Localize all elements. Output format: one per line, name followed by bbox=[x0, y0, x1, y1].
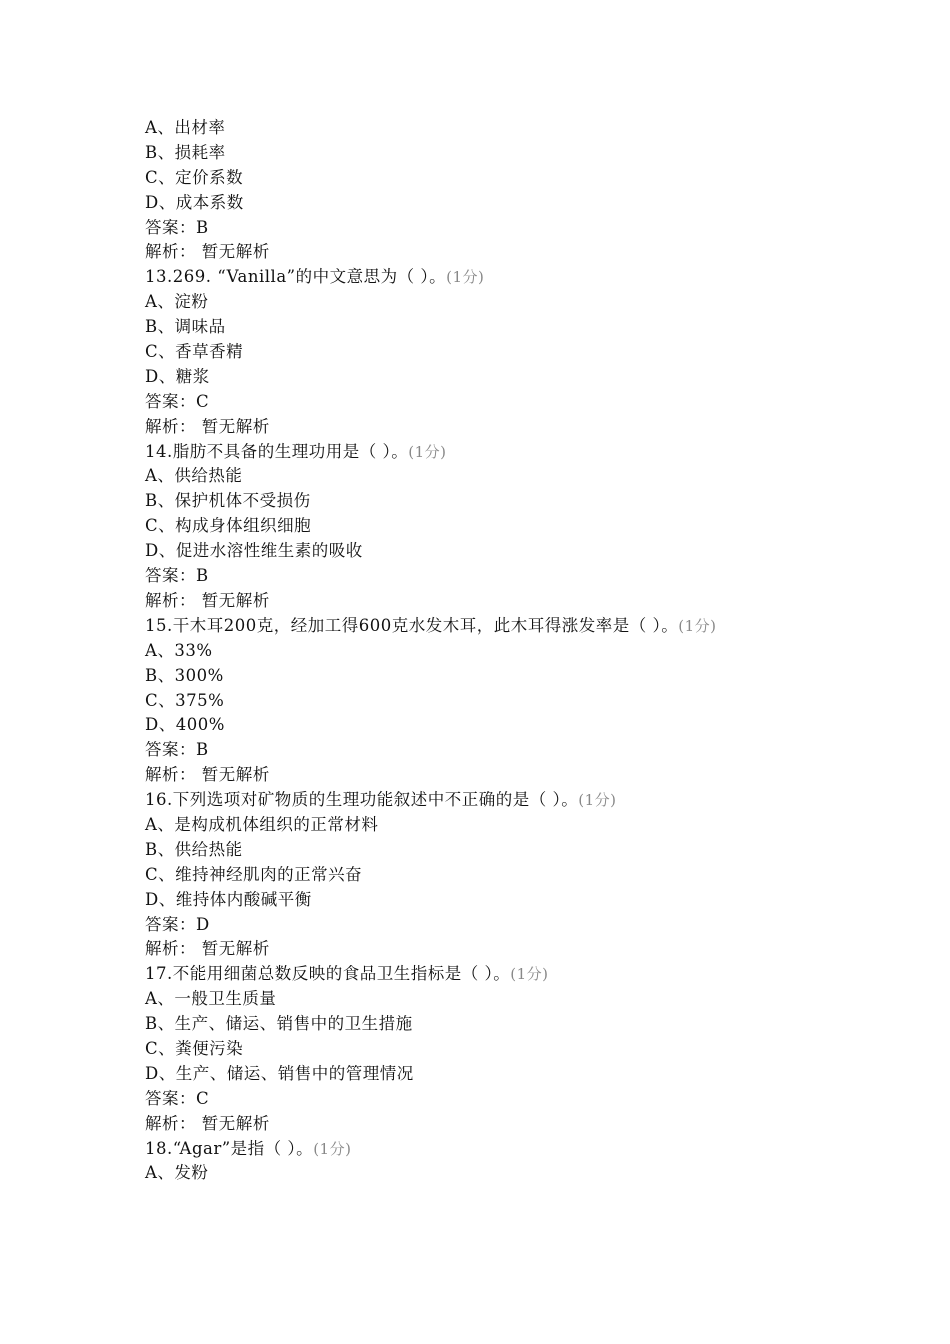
document-page bbox=[145, 116, 805, 1186]
question-text: 17.不能用细菌总数反映的食品卫生指标是（ ）。 bbox=[145, 964, 511, 984]
option-line bbox=[145, 838, 805, 863]
option-line bbox=[145, 141, 805, 166]
option-line bbox=[145, 1161, 805, 1186]
option-line bbox=[145, 539, 805, 564]
question-line bbox=[145, 1137, 805, 1162]
option-line bbox=[145, 664, 805, 689]
option-text: B、300% bbox=[145, 665, 224, 685]
option-line bbox=[145, 191, 805, 216]
analysis-line bbox=[145, 240, 805, 265]
analysis-line bbox=[145, 415, 805, 440]
analysis-line bbox=[145, 1112, 805, 1137]
option-line bbox=[145, 1012, 805, 1037]
option-text: A、淀粉 bbox=[145, 292, 209, 312]
option-line bbox=[145, 639, 805, 664]
answer-text: 答案：C bbox=[145, 391, 210, 411]
answer-line bbox=[145, 738, 805, 763]
option-text: D、400% bbox=[145, 715, 225, 735]
option-line bbox=[145, 1062, 805, 1087]
option-line bbox=[145, 689, 805, 714]
option-text: A、是构成机体组织的正常材料 bbox=[145, 814, 379, 834]
analysis-text: 解析： 暂无解析 bbox=[145, 765, 270, 785]
option-text: C、定价系数 bbox=[145, 167, 244, 187]
question-text: 16.下列选项对矿物质的生理功能叙述中不正确的是（ ）。 bbox=[145, 790, 579, 810]
answer-line bbox=[145, 390, 805, 415]
option-text: B、生产、储运、销售中的卫生措施 bbox=[145, 1014, 413, 1034]
answer-text: 答案：D bbox=[145, 914, 210, 934]
question-line bbox=[145, 440, 805, 465]
question-score: (1分) bbox=[510, 965, 549, 984]
option-line bbox=[145, 863, 805, 888]
question-line bbox=[145, 962, 805, 987]
analysis-text: 解析： 暂无解析 bbox=[145, 939, 270, 959]
question-text: 14.脂肪不具备的生理功用是（ ）。 bbox=[145, 441, 409, 461]
option-line bbox=[145, 1037, 805, 1062]
option-line bbox=[145, 166, 805, 191]
option-text: D、糖浆 bbox=[145, 366, 210, 386]
option-line bbox=[145, 315, 805, 340]
option-text: D、成本系数 bbox=[145, 192, 244, 212]
analysis-line bbox=[145, 937, 805, 962]
option-text: A、出材率 bbox=[145, 118, 226, 137]
question-score: (1分) bbox=[578, 791, 617, 810]
option-line bbox=[145, 813, 805, 838]
option-text: C、维持神经肌肉的正常兴奋 bbox=[145, 864, 363, 884]
option-line bbox=[145, 290, 805, 315]
option-line bbox=[145, 340, 805, 365]
option-text: D、生产、储运、销售中的管理情况 bbox=[145, 1063, 414, 1083]
analysis-line bbox=[145, 763, 805, 788]
question-score: (1分) bbox=[408, 442, 447, 461]
analysis-text: 解析： 暂无解析 bbox=[145, 242, 270, 262]
option-line bbox=[145, 116, 805, 141]
question-text: 13.269. “Vanilla”的中文意思为（ ）。 bbox=[145, 267, 447, 287]
option-text: B、调味品 bbox=[145, 317, 226, 337]
question-line bbox=[145, 614, 805, 639]
question-score: (1分) bbox=[313, 1139, 352, 1158]
question-score: (1分) bbox=[446, 268, 485, 287]
question-text: 15.干木耳200克，经加工得600克水发木耳，此木耳得涨发率是（ ）。 bbox=[145, 615, 679, 635]
analysis-text: 解析： 暂无解析 bbox=[145, 1113, 270, 1133]
option-line bbox=[145, 365, 805, 390]
option-line bbox=[145, 713, 805, 738]
option-text: C、粪便污染 bbox=[145, 1038, 244, 1058]
answer-text: 答案：C bbox=[145, 1088, 210, 1108]
option-text: B、供给热能 bbox=[145, 839, 243, 859]
question-score: (1分) bbox=[678, 616, 717, 635]
analysis-line bbox=[145, 589, 805, 614]
option-text: D、维持体内酸碱平衡 bbox=[145, 889, 312, 909]
option-line bbox=[145, 464, 805, 489]
option-text: A、一般卫生质量 bbox=[145, 989, 277, 1009]
option-text: B、损耗率 bbox=[145, 142, 226, 162]
answer-text: 答案：B bbox=[145, 217, 209, 237]
option-text: D、促进水溶性维生素的吸收 bbox=[145, 541, 363, 561]
analysis-text: 解析： 暂无解析 bbox=[145, 416, 270, 436]
option-line bbox=[145, 489, 805, 514]
answer-line bbox=[145, 913, 805, 938]
question-line bbox=[145, 788, 805, 813]
question-line bbox=[145, 265, 805, 290]
option-text: B、保护机体不受损伤 bbox=[145, 491, 311, 511]
option-line bbox=[145, 987, 805, 1012]
answer-line bbox=[145, 216, 805, 241]
option-text: C、375% bbox=[145, 690, 225, 710]
answer-text: 答案：B bbox=[145, 740, 209, 760]
option-line bbox=[145, 514, 805, 539]
answer-line bbox=[145, 1087, 805, 1112]
option-text: C、香草香精 bbox=[145, 342, 244, 362]
option-text: A、供给热能 bbox=[145, 466, 243, 486]
question-text: 18.“Agar”是指（ ）。 bbox=[145, 1138, 314, 1158]
option-line bbox=[145, 888, 805, 913]
option-text: A、33% bbox=[145, 640, 213, 660]
analysis-text: 解析： 暂无解析 bbox=[145, 590, 270, 610]
option-text: C、构成身体组织细胞 bbox=[145, 516, 312, 536]
answer-text: 答案：B bbox=[145, 566, 209, 586]
option-text: A、发粉 bbox=[145, 1163, 209, 1183]
answer-line bbox=[145, 564, 805, 589]
